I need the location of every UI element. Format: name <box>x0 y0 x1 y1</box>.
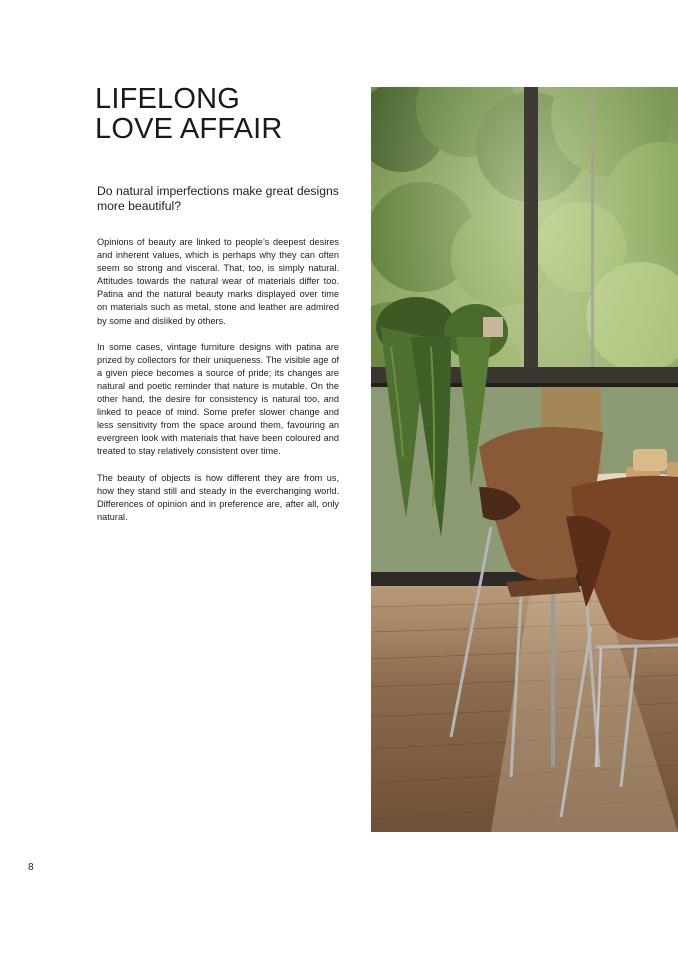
title-line-1: LIFELONG <box>95 83 241 115</box>
article-body <box>97 236 339 537</box>
window-mullion <box>524 87 538 372</box>
paragraph-1: Opinions of beauty are linked to people’s deepest desires and inherent values, which is perhaps why they can often seem so strong and visceral. That, too, is simply natural. Attitudes towards the natural wear of materials differ too. Patina and the natural beauty marks displayed over time on materials such as metal, stone and leather are admired by some and disliked by others. <box>97 237 339 326</box>
article-subtitle: Do natural imperfections make great designs more beautiful? <box>97 184 339 213</box>
title-line-2: LOVE AFFAIR <box>95 113 283 145</box>
paragraph-2: In some cases, vintage furniture designs with patina are prized by collectors for their uniqueness. The visible age of a given piece becomes a source of pride; its changes are natural and poetic reminder that nature is mutable. On the other hand, the desire for consistency is natural too, and linked to peace of mind. Some prefer slower change and less sensitivity from the space around them, favouring an evergreen look with materials that have been coloured and treated to stay relatively consistent over time. <box>97 341 339 457</box>
paragraph-3: The beauty of objects is how different they are from us, how they stand still and steady in the everchanging world. Differences of opinion and in preference are, after all, only natural. <box>97 472 339 522</box>
interior-photo <box>371 87 678 832</box>
article-title <box>95 84 283 144</box>
page-number: 8 <box>28 862 34 873</box>
